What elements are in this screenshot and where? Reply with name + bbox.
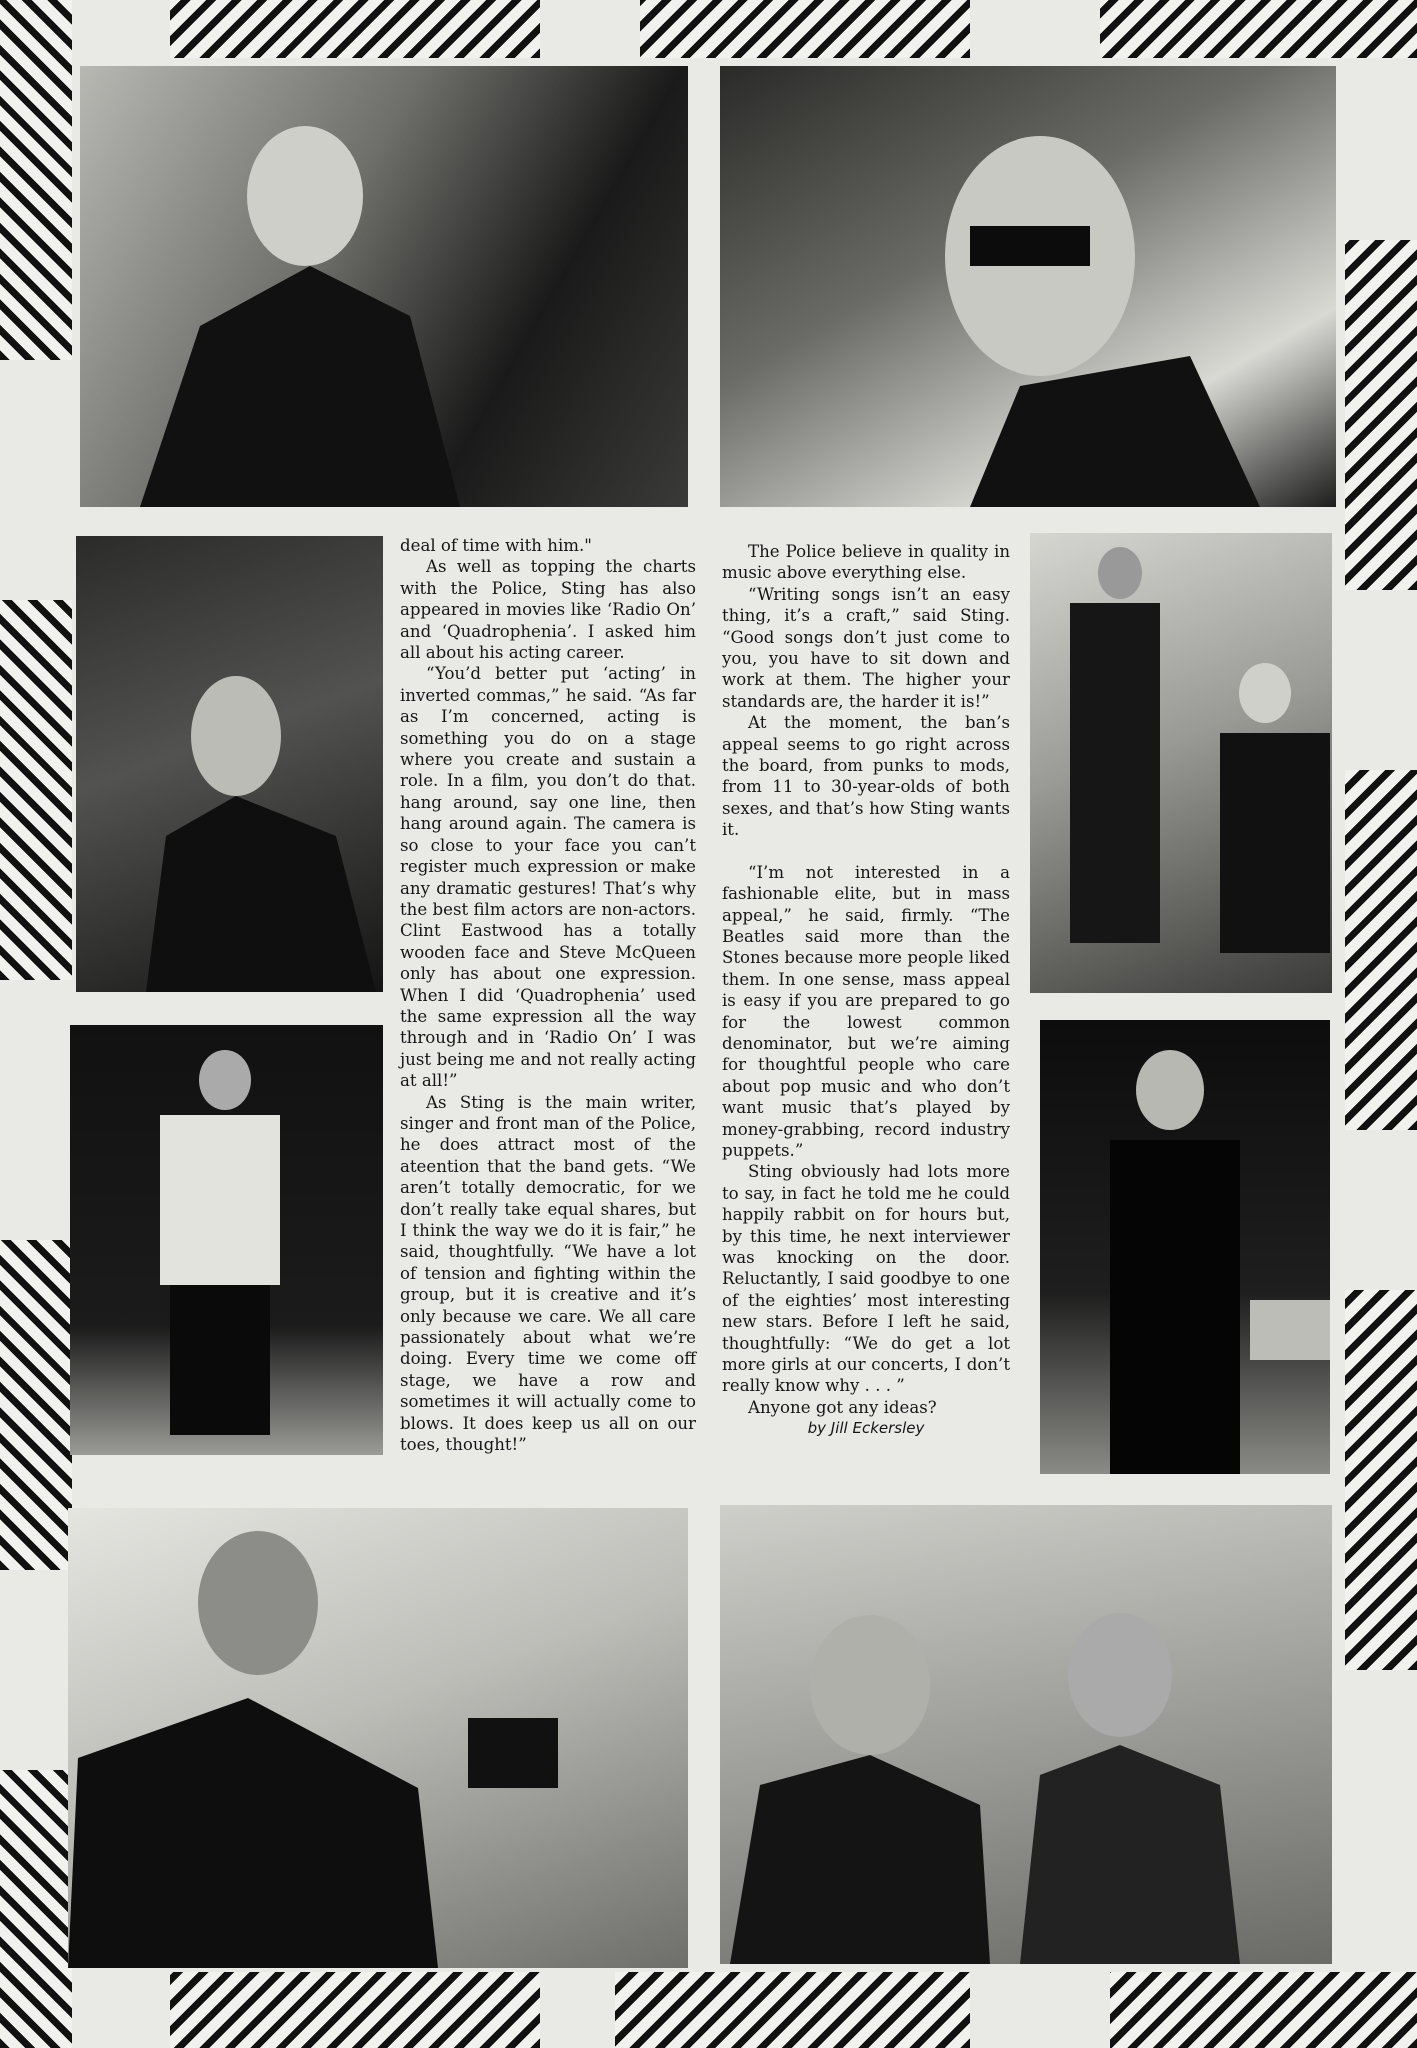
border-stripe-bottom-3 <box>1110 1972 1417 2048</box>
byline: by Jill Eckersley <box>807 1419 925 1438</box>
border-stripe-bottom-1 <box>170 1972 540 2048</box>
paragraph: “You’d better put ‘acting’ in inverted commas,” he said. “As far as I’m concerned, acting is something you do on a stage where you create and sustain a role. In a film, you don’t do that. hang around, say one line, then hang around again. The camera is so close to your face you can’t register much expression or make any dramatic gestures! That’s why the best film actors are non-actors. Clint Eastwood has a totally wooden face and Steve McQueen only has about one expression. When I did ‘Quadrophenia’ used the same expression all the way through and in ‘Radio On’ I was just being me and not really acting at all!” <box>400 664 696 1091</box>
paragraph: deal of time with him." <box>400 536 592 555</box>
photo-band-rehearsal-bass-guitar <box>1030 533 1332 993</box>
paragraph: As well as topping the charts with the Police, Sting has also appeared in movies like ‘Radio On’ and ‘Quadrophenia’. I asked him all about his acting career. <box>400 557 696 663</box>
paragraph: “I’m not interested in a fashionable elite, but in mass appeal,” he said, firmly. “The Beatles said more than the Stones because more people liked them. In one sense, mass appeal is easy if you are prepared to go for the lowest common denominator, but we’re aiming for thoughtful people who care about pop music and who don’t want music that’s played by money-grabbing, record industry puppets.” <box>722 862 1010 1160</box>
paragraph: At the moment, the ban’s appeal seems to go right across the board, from punks to mods, from 11 to 30-year-olds of both sexes, and that’s how Sting wants it. <box>722 713 1010 840</box>
paragraph: “Writing songs isn’t an easy thing, it’s a craft,” said Sting. “Good songs don’t just come to you, you have to sit down and work at them. The higher your standards are, the harder it is!” <box>722 584 1010 711</box>
border-stripe-bottom-2 <box>615 1972 970 2048</box>
photo-band-member-sunglasses-headphones <box>720 66 1336 507</box>
photo-sting-leather-jacket <box>80 66 688 507</box>
border-stripe-right-1 <box>1345 240 1417 590</box>
border-stripe-left-4 <box>0 1770 72 2048</box>
border-stripe-top-2 <box>640 0 970 58</box>
photo-band-member-with-cameras <box>68 1508 688 1968</box>
paragraph: Anyone got any ideas? <box>748 1397 937 1417</box>
photo-sting-performing-bass <box>1040 1020 1330 1474</box>
article-column-2 <box>722 541 1010 1440</box>
border-stripe-right-2 <box>1345 770 1417 1130</box>
border-stripe-top-3 <box>1100 0 1417 58</box>
photo-sting-in-car <box>76 536 383 992</box>
paragraph: The Police believe in quality in music above everything else. <box>722 542 1010 583</box>
border-stripe-right-3 <box>1345 1290 1417 1670</box>
border-stripe-top-1 <box>170 0 540 58</box>
border-stripe-left-3 <box>0 1240 72 1570</box>
border-stripe-left-2 <box>0 600 72 980</box>
article-column-1 <box>400 535 696 1455</box>
border-stripe-left-1 <box>0 0 72 360</box>
paragraph: As Sting is the main writer, singer and front man of the Police, he does attract most of the ateention that the band gets. “We aren’t totally democratic, for we don’t really take equal shares, but I think the way we do it is fair,” he said, thoughtfully. “We have a lot of tension and fighting within the group, but it is creative and it’s only because we care. We all care passionately about what we’re doing. Every time we come off stage, we have a row and sometimes it will actually come to blows. It does keep us all on our toes, thought!” <box>400 1092 696 1455</box>
paragraph: Sting obviously had lots more to say, in fact he told me he could happily rabbit on for hours but, by this time, he next interviewer was knocking on the door. Reluctantly, I said goodbye to one of the eighties’ most interesting new stars. Before I left he said, thoughtfully: “We do get a lot more girls at our concerts, I don’t really know why . . . ” <box>722 1162 1010 1396</box>
photo-band-eating-together <box>720 1505 1332 1964</box>
photo-band-member-reading-onstage <box>70 1025 383 1455</box>
